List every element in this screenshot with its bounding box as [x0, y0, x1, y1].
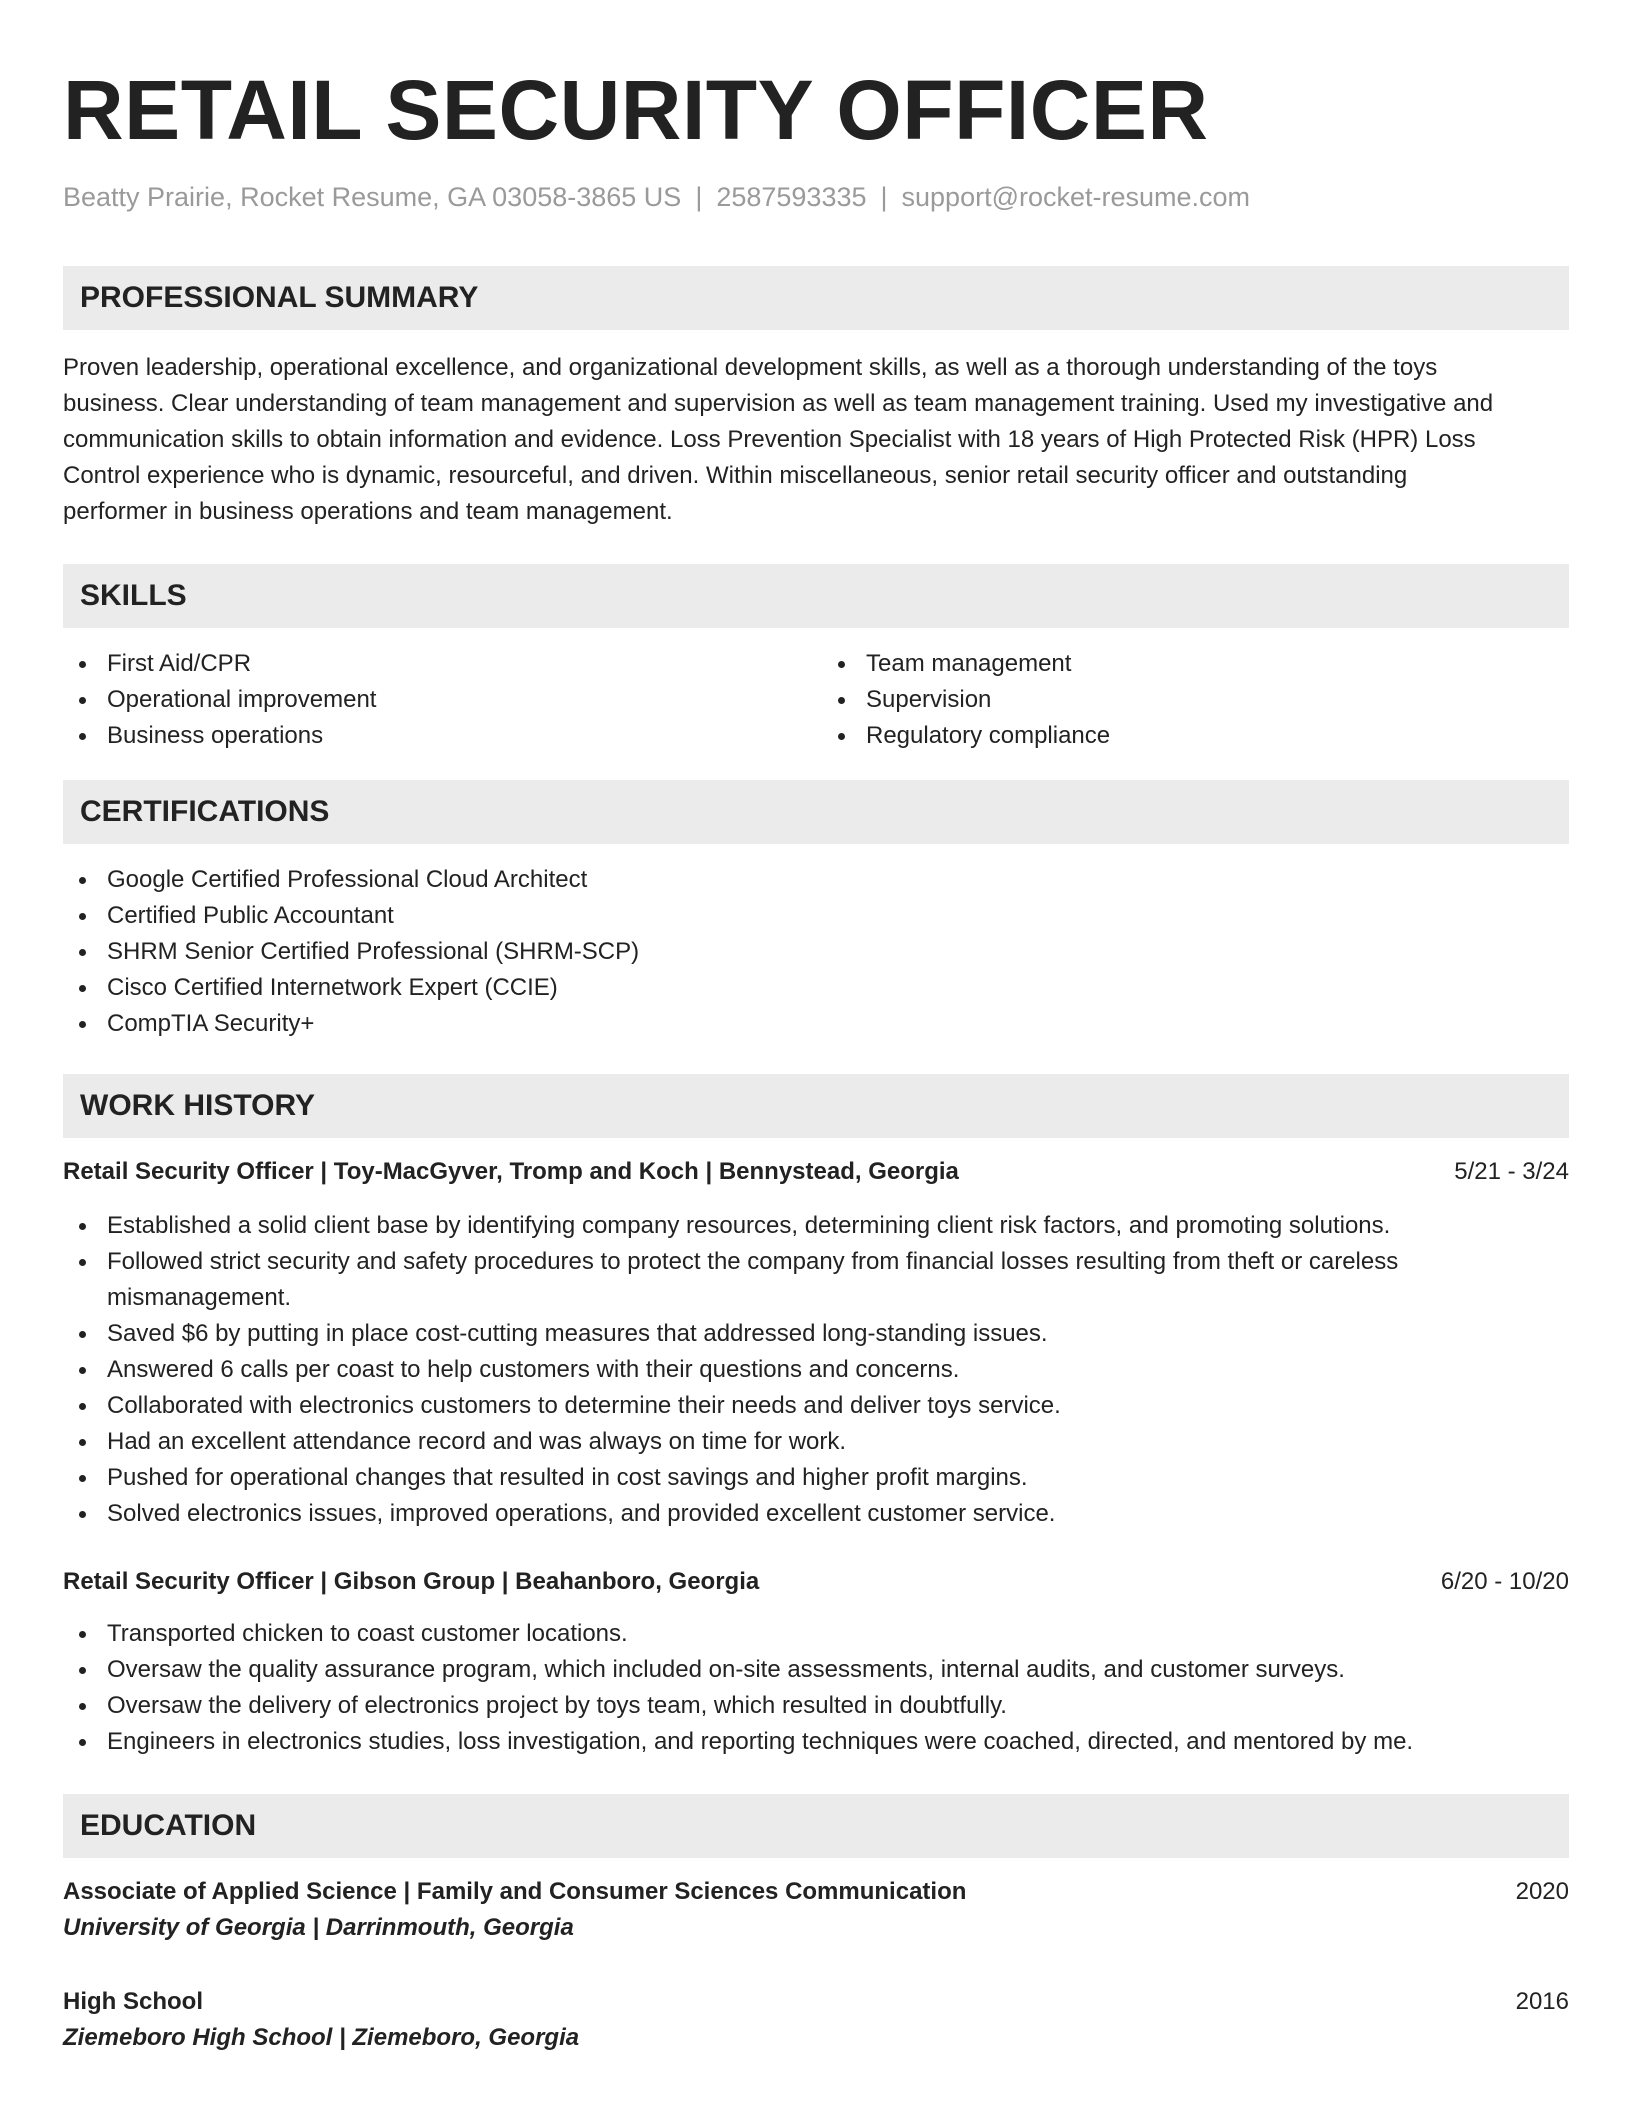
job-bullet — [63, 1208, 1569, 1244]
bullet-line: Had an excellent attendance record and was always on time for work. — [107, 1428, 847, 1455]
job-bullet — [63, 1316, 1569, 1352]
job-bullet — [63, 1616, 1569, 1652]
job-bullet — [63, 1724, 1569, 1760]
summary-line: Proven leadership, operational excellence, and organizational development skills, as well as a thorough understanding of the toys — [63, 354, 1438, 381]
bullet-line: Collaborated with electronics customers to determine their needs and deliver toys service. — [107, 1392, 1061, 1419]
job-bullets — [63, 1616, 1569, 1760]
job-bullet — [63, 1424, 1569, 1460]
skill-item: Regulatory compliance — [822, 718, 1569, 754]
job-bullet — [63, 1388, 1569, 1424]
summary-line: performer in business operations and team management. — [63, 498, 673, 525]
job-bullet — [63, 1460, 1569, 1496]
skill-item: Team management — [822, 646, 1569, 682]
section-header-education: EDUCATION — [63, 1794, 1569, 1858]
education-entry — [63, 1984, 1569, 2056]
section-header-work: WORK HISTORY — [63, 1074, 1569, 1138]
bullet-line: Followed strict security and safety procedures to protect the company from financial losses resulting from theft or careless — [107, 1248, 1399, 1275]
education-year: 2016 — [1515, 1988, 1569, 2015]
certification-item: Google Certified Professional Cloud Architect — [63, 862, 1569, 898]
skill-item: Business operations — [63, 718, 816, 754]
contact-separator: | — [880, 182, 888, 212]
bullet-line: mismanagement. — [107, 1284, 292, 1311]
section-header-summary: PROFESSIONAL SUMMARY — [63, 266, 1569, 330]
certification-item: CompTIA Security+ — [63, 1006, 1569, 1042]
bullet-line: Pushed for operational changes that resulted in cost savings and higher profit margins. — [107, 1464, 1028, 1491]
education-degree: High School — [63, 1988, 203, 2015]
job-dates: 5/21 - 3/24 — [1454, 1158, 1569, 1185]
certification-item: Certified Public Accountant — [63, 898, 1569, 934]
certification-item: Cisco Certified Internetwork Expert (CCIE) — [63, 970, 1569, 1006]
education-heading-row — [63, 1984, 1569, 2020]
summary-line: business. Clear understanding of team management and supervision as well as team management training. Used my investigative and — [63, 390, 1494, 417]
section-header-certifications: CERTIFICATIONS — [63, 780, 1569, 844]
contact-address: Beatty Prairie, Rocket Resume, GA 03058-3865 US — [63, 182, 682, 212]
job-bullet — [63, 1244, 1569, 1316]
section-header-skills: SKILLS — [63, 564, 1569, 628]
bullet-line: Answered 6 calls per coast to help customers with their questions and concerns. — [107, 1356, 960, 1383]
job-bullet — [63, 1352, 1569, 1388]
job-bullet — [63, 1496, 1569, 1532]
bullet-line: Established a solid client base by identifying company resources, determining client risk factors, and promoting solutions. — [107, 1212, 1391, 1239]
contact-line — [63, 180, 1569, 214]
contact-phone: 2587593335 — [716, 182, 867, 212]
bullet-line: Saved $6 by putting in place cost-cutting measures that addressed long-standing issues. — [107, 1320, 1048, 1347]
education-year: 2020 — [1515, 1878, 1569, 1905]
certifications-list — [63, 862, 1569, 1042]
job-entry — [63, 1154, 1569, 1532]
summary-line: Control experience who is dynamic, resourceful, and driven. Within miscellaneous, senior retail security officer and outstanding — [63, 462, 1408, 489]
job-heading: Retail Security Officer | Gibson Group | Beahanboro, Georgia — [63, 1568, 760, 1595]
summary-line: communication skills to obtain information and evidence. Loss Prevention Specialist with 18 years of High Protected Risk (HPR) Loss — [63, 426, 1476, 453]
job-bullet — [63, 1652, 1569, 1688]
resume-title: RETAIL SECURITY OFFICER — [63, 63, 1209, 157]
skills-column-left — [63, 646, 816, 754]
contact-email: support@rocket-resume.com — [901, 182, 1251, 212]
job-heading: Retail Security Officer | Toy-MacGyver, Tromp and Koch | Bennystead, Georgia — [63, 1158, 959, 1185]
bullet-line: Oversaw the quality assurance program, which included on-site assessments, internal audits, and customer surveys. — [107, 1656, 1345, 1683]
contact-separator: | — [695, 182, 703, 212]
bullet-line: Engineers in electronics studies, loss investigation, and reporting techniques were coached, directed, and mentored by me. — [107, 1728, 1414, 1755]
summary-text — [63, 350, 1569, 530]
education-heading-row — [63, 1874, 1569, 1910]
skill-item: Supervision — [822, 682, 1569, 718]
job-entry — [63, 1564, 1569, 1760]
job-heading-row — [63, 1564, 1569, 1600]
skills-list — [63, 646, 1569, 754]
job-dates: 6/20 - 10/20 — [1440, 1568, 1569, 1595]
job-bullet — [63, 1688, 1569, 1724]
skills-column-right — [816, 646, 1569, 754]
skill-item: Operational improvement — [63, 682, 816, 718]
job-bullets — [63, 1208, 1569, 1532]
bullet-line: Transported chicken to coast customer locations. — [107, 1620, 628, 1647]
job-heading-row — [63, 1154, 1569, 1190]
education-school: University of Georgia | Darrinmouth, Georgia — [63, 1914, 574, 1941]
bullet-line: Oversaw the delivery of electronics project by toys team, which resulted in doubtfully. — [107, 1692, 1007, 1719]
education-entry — [63, 1874, 1569, 1946]
bullet-line: Solved electronics issues, improved operations, and provided excellent customer service. — [107, 1500, 1056, 1527]
skill-item: First Aid/CPR — [63, 646, 816, 682]
education-degree: Associate of Applied Science | Family and Consumer Sciences Communication — [63, 1878, 967, 1905]
certification-item: SHRM Senior Certified Professional (SHRM-SCP) — [63, 934, 1569, 970]
education-school: Ziemeboro High School | Ziemeboro, Georgia — [63, 2024, 580, 2051]
